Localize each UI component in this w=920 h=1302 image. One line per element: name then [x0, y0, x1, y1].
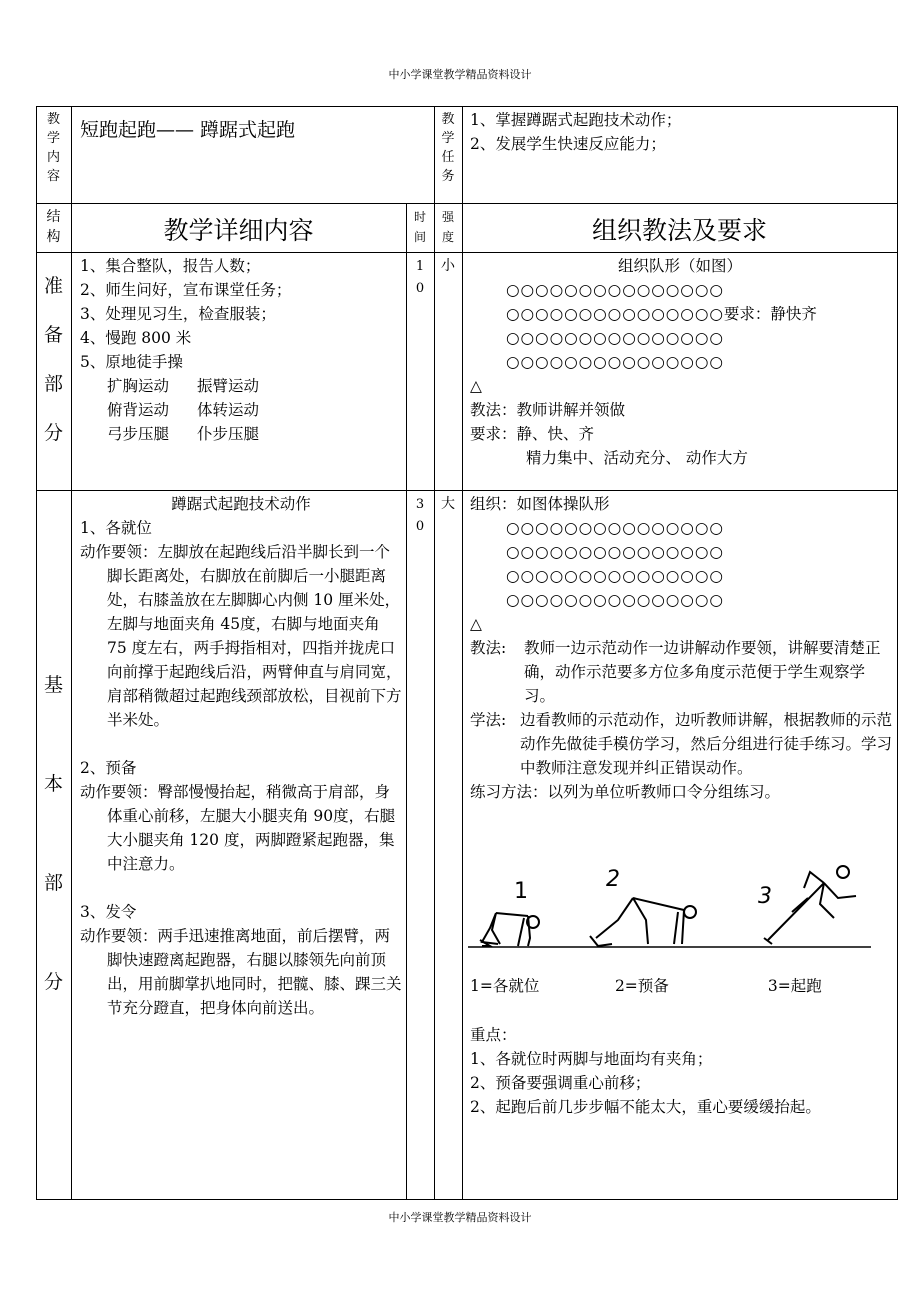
prep-method: [470, 254, 890, 470]
basic-method: [470, 492, 892, 804]
exercise-row: 俯背运动 体转运动: [107, 401, 260, 419]
teach-method: 教法: 教师一边示范动作一边讲解动作要领，讲解要清楚正确，动作示范要多方位多角度示范便于学生观察学习。: [470, 639, 881, 705]
page-footer: 中小学课堂教学精品资料设计: [388, 1211, 532, 1224]
step2-text: 动作要领：臀部慢慢抬起，稍微高于肩部，身体重心前移，左腿大小腿夹角 90度，右腿大小腿夹角 120 度，两脚蹬紧起跑器，集中注意力。: [80, 783, 396, 873]
exercise-row: 扩胸运动 振臂运动: [107, 377, 260, 395]
table-border-bottom: [36, 1199, 898, 1200]
figure-number-2: 2: [606, 867, 620, 892]
key-points: [470, 1023, 892, 1119]
table-row-line: [36, 203, 898, 204]
structure-label: 结 构: [46, 209, 61, 245]
method-heading: 组织教法及要求: [591, 216, 767, 245]
list-item: 2、起跑后前几步步幅不能太大，重心要缓缓抬起。: [470, 1098, 821, 1116]
method-text: 教法：教师讲解并领做: [470, 401, 626, 419]
basic-content: [80, 492, 402, 1020]
content-title: 短跑起跑—— 蹲踞式起跑: [80, 119, 296, 141]
formation-row: ○○○○○○○○○○○○○○○: [506, 519, 724, 537]
requirement-text-2: 精力集中、活动充分、 动作大方: [526, 449, 748, 467]
runner-start: [764, 866, 856, 944]
caption-3: 3=起跑: [767, 977, 822, 995]
runner-set: [590, 898, 696, 946]
formation-row: ○○○○○○○○○○○○○○○: [506, 567, 724, 585]
step3-title: 3、发令: [80, 903, 137, 921]
basic-title: 蹲踞式起跑技术动作: [171, 495, 311, 513]
exercise-row: 弓步压腿 仆步压腿: [107, 425, 260, 443]
task-list: 1、掌握蹲踞式起跑技术动作； 2、发展学生快速反应能力；: [470, 111, 682, 153]
start-positions-figure: [468, 858, 878, 958]
figure-number-3: 3: [758, 884, 772, 909]
step1-title: 1、各就位: [80, 519, 152, 537]
list-item: 1、各就位时两脚与地面均有夹角；: [470, 1050, 713, 1068]
content-label: 教 学 内 容: [46, 112, 60, 184]
list-item: 4、慢跑 800 米: [80, 329, 192, 347]
table-col-line: [406, 203, 407, 1200]
page-header: 中小学课堂教学精品资料设计: [388, 68, 532, 81]
teacher-mark: △: [470, 615, 482, 633]
list-item: 5、原地徒手操: [80, 353, 183, 371]
org-text: 组织：如图体操队形: [470, 495, 610, 513]
org-title: 组织队形（如图）: [617, 257, 742, 275]
formation-row: ○○○○○○○○○○○○○○○: [506, 591, 724, 609]
step2-title: 2、预备: [80, 759, 137, 777]
basic-intensity: 大: [441, 496, 455, 512]
figure-number-1: 1: [514, 879, 528, 904]
table-row-line: [36, 490, 898, 491]
teacher-mark: △: [470, 377, 482, 395]
caption-1: 1=各就位: [470, 977, 540, 995]
step3-text: 动作要领：两手迅速推离地面，前后摆臂，两脚快速蹬离起跑器，右腿以膝领先向前顶出，用前脚掌扒地同时，把髋、膝、踝三关节充分蹬直，把身体向前送出。: [80, 927, 402, 1017]
formation-row: ○○○○○○○○○○○○○○○: [506, 353, 724, 371]
time-label: 时 间: [413, 210, 426, 244]
prep-items: [80, 254, 291, 446]
list-item: 2、师生问好，宣布课堂任务；: [80, 281, 292, 299]
table-row-line: [36, 252, 898, 253]
basic-time: 3 0: [415, 497, 425, 534]
learn-method: 学法: 边看教师的示范动作，边听教师讲解，根据教师的示范动作先做徒手模仿学习，然后分组进行徒手练习。学习中教师注意发现并纠正错误动作。: [470, 711, 893, 777]
detail-heading: 教学详细内容: [163, 216, 314, 245]
table-border-right: [897, 106, 898, 1200]
list-item: 3、处理见习生，检查服装；: [80, 305, 276, 323]
task-label: 教 学 任 务: [441, 112, 455, 184]
key-points-title: 重点：: [470, 1026, 517, 1044]
table-col-line: [462, 106, 463, 1200]
list-item: 1、集合整队，报告人数；: [80, 257, 261, 275]
prep-intensity: 小: [441, 258, 455, 274]
caption-2: 2=预备: [614, 977, 669, 995]
formation-row: ○○○○○○○○○○○○○○○要求：静快齐: [506, 305, 817, 323]
formation-row: ○○○○○○○○○○○○○○○: [506, 281, 724, 299]
formation-row: ○○○○○○○○○○○○○○○: [506, 329, 724, 347]
table-border-top: [36, 106, 898, 107]
basic-section-label: 基 本 部 分: [43, 674, 63, 993]
requirement-text: 要求：静、快、齐: [470, 425, 595, 443]
prep-section-label: 准 备 部 分: [43, 275, 63, 444]
intensity-label: 强 度: [441, 210, 454, 244]
step1-text: 动作要领：左脚放在起跑线后沿半脚长到一个脚长距离处，右脚放在前脚后一小腿距离处，右膝盖放在左脚脚心内侧 10 厘米处，左脚与地面夹角 45度，右脚与地面夹角 75 度左右，两手拇指相对，四指并拢虎口向前撑于起跑线后沿，两臂伸直与肩同宽，肩部稍微超过起跑线颈部放松，目视前下方半米处。: [80, 543, 402, 729]
formation-row: ○○○○○○○○○○○○○○○: [506, 543, 724, 561]
prep-time: 1 0: [415, 259, 425, 296]
list-item: 2、预备要强调重心前移；: [470, 1074, 651, 1092]
runner-on-marks: [480, 913, 539, 946]
table-col-line: [71, 106, 72, 1200]
figure-captions: [470, 974, 892, 998]
practice-text: 练习方法：以列为单位听教师口令分组练习。: [470, 783, 781, 801]
